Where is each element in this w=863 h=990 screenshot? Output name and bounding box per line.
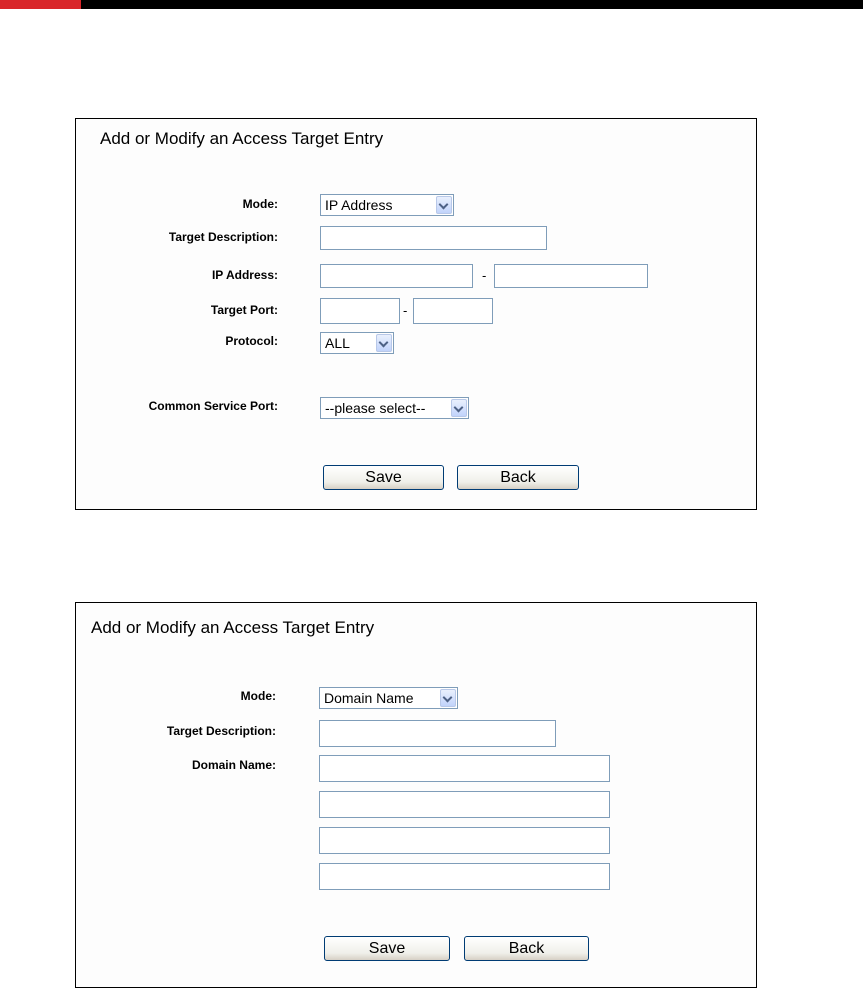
ip-address-label: IP Address: [211, 268, 278, 282]
domain-name-input-2[interactable] [319, 791, 610, 818]
mode-label: Mode: [242, 197, 278, 211]
target-description-label: Target Description: [168, 230, 278, 244]
save-button[interactable]: Save [324, 936, 450, 961]
target-port-label: Target Port: [210, 303, 278, 317]
target-description-label: Target Description: [166, 724, 276, 738]
mode-label: Mode: [240, 689, 276, 703]
chevron-down-icon[interactable] [376, 334, 392, 352]
header-accent [0, 0, 81, 9]
common-service-port-select[interactable] [320, 397, 469, 419]
chevron-down-icon[interactable] [440, 689, 456, 707]
common-service-port-label: Common Service Port: [148, 399, 278, 413]
domain-name-label: Domain Name: [191, 758, 276, 772]
target-port-end-input[interactable] [413, 298, 493, 324]
back-button[interactable]: Back [464, 936, 589, 961]
common-service-port-value: --please select-- [325, 400, 426, 416]
domain-name-input-4[interactable] [319, 863, 610, 890]
ip-address-end-input[interactable] [494, 264, 648, 288]
panel-title: Add or Modify an Access Target Entry [100, 129, 384, 148]
ip-range-separator: - [482, 268, 487, 283]
mode-select-value: IP Address [325, 197, 393, 213]
target-description-input[interactable] [320, 226, 547, 250]
access-target-form-ip [75, 118, 757, 510]
domain-name-input-1[interactable] [319, 755, 610, 782]
mode-select[interactable] [319, 687, 458, 709]
chevron-down-icon[interactable] [451, 399, 467, 417]
target-description-input[interactable] [319, 720, 556, 747]
target-port-start-input[interactable] [320, 298, 400, 324]
chevron-down-icon[interactable] [436, 196, 452, 214]
ip-address-start-input[interactable] [320, 264, 473, 288]
protocol-select-value: ALL [325, 335, 350, 351]
top-header-bar [0, 0, 863, 9]
port-range-separator: - [403, 303, 408, 318]
mode-select[interactable] [320, 194, 454, 216]
domain-name-input-3[interactable] [319, 827, 610, 854]
mode-select-value: Domain Name [324, 690, 414, 706]
panel-title: Add or Modify an Access Target Entry [91, 618, 375, 637]
protocol-select[interactable] [320, 332, 394, 354]
save-button[interactable]: Save [323, 465, 444, 490]
protocol-label: Protocol: [225, 334, 278, 348]
back-button[interactable]: Back [457, 465, 579, 490]
access-target-form-domain [75, 602, 757, 988]
